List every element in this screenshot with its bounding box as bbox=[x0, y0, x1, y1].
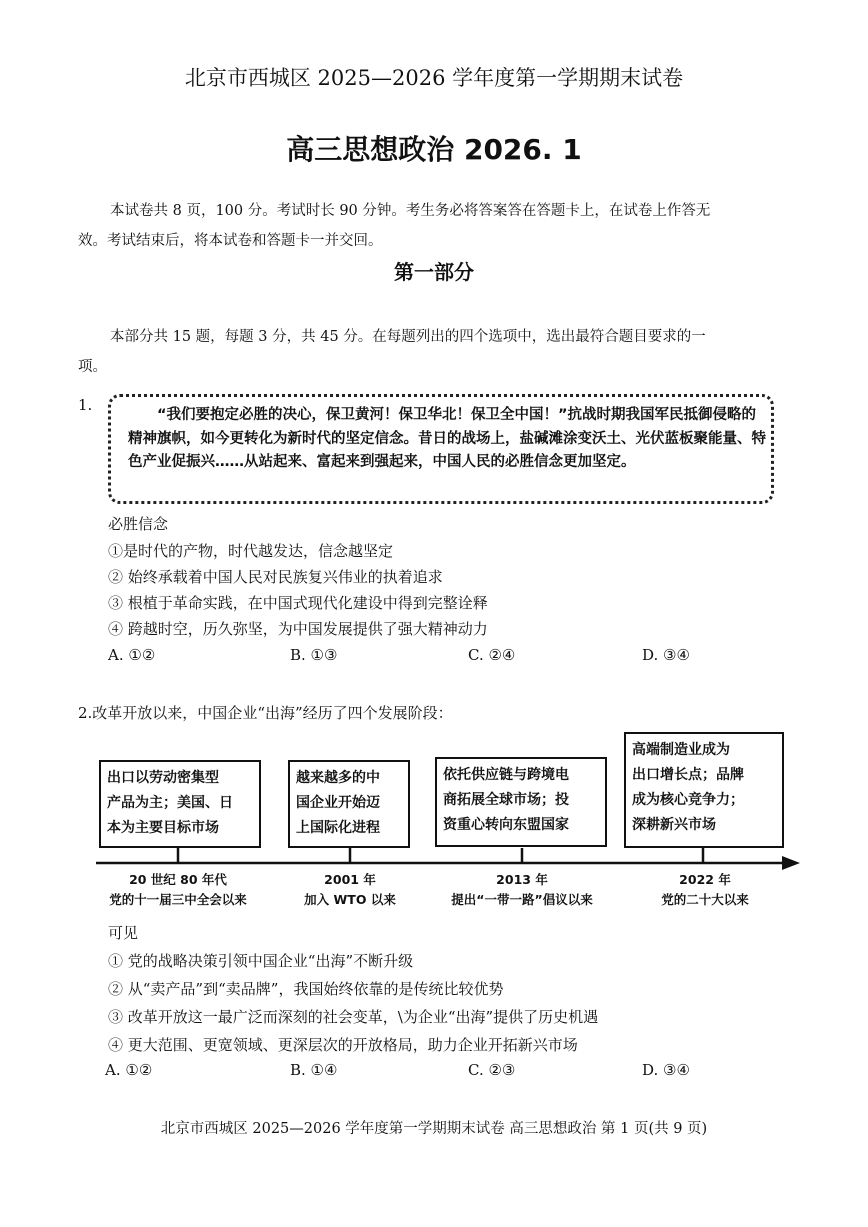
timeline-year-1: 20 世纪 80 年代 bbox=[129, 872, 227, 887]
timeline-event-3: 提出“一带一路”倡议以来 bbox=[451, 892, 593, 907]
stage-1-text-2: 产品为主；美国、日 bbox=[107, 795, 233, 811]
question-2-option-d[interactable]: D. ③④ bbox=[642, 1061, 690, 1079]
stage-4-text-2: 出口增长点；品牌 bbox=[632, 767, 744, 783]
timeline-label-1 bbox=[88, 870, 268, 910]
timeline-year-4: 2022 年 bbox=[679, 872, 731, 887]
question-1-statement-2: ② 始终承载着中国人民对民族复兴伟业的执着追求 bbox=[108, 568, 443, 586]
stage-2-text-3: 上国际化进程 bbox=[296, 820, 380, 836]
question-1-option-d[interactable]: D. ③④ bbox=[642, 646, 690, 664]
stage-1-box bbox=[99, 760, 261, 848]
timeline-label-4 bbox=[630, 870, 780, 910]
timeline-event-2: 加入 WTO 以来 bbox=[304, 892, 396, 907]
timeline-arrow bbox=[782, 856, 800, 870]
timeline-event-1: 党的十一届三中全会以来 bbox=[109, 892, 247, 907]
timeline-label-2 bbox=[270, 870, 430, 910]
question-2-stem: 2.改革开放以来，中国企业“出海”经历了四个发展阶段： bbox=[78, 704, 453, 722]
stage-2-text-2: 国企业开始迈 bbox=[296, 795, 380, 811]
question-2-lead: 可见 bbox=[108, 924, 139, 942]
stage-4-box bbox=[624, 732, 784, 848]
stage-1-text-1: 出口以劳动密集型 bbox=[107, 770, 219, 786]
question-1-statement-4: ④ 跨越时空，历久弥坚，为中国发展提供了强大精神动力 bbox=[108, 620, 488, 638]
instructions-line-1: 本试卷共 8 页，100 分。考试时长 90 分钟。考生务必将答案答在答题卡上，在试卷上作答无 bbox=[110, 203, 711, 219]
question-1-option-b[interactable]: B. ①③ bbox=[290, 646, 338, 664]
stage-2-text-1: 越来越多的中 bbox=[296, 770, 380, 786]
quote-text: “我们要抱定必胜的决心，保卫黄河！保卫华北！保卫全中国！”抗战时期我国军民抵御侵略的精神旗帜，如今更转化为新时代的坚定信念。昔日的战场上，盐碱滩涂变沃土、光伏蓝板聚能量、特色产业促振兴……从站起来、富起来到强起来，中国人民的必胜信念更加坚定。 bbox=[128, 407, 766, 470]
timeline-year-2: 2001 年 bbox=[324, 872, 376, 887]
stage-4-text-4: 深耕新兴市场 bbox=[632, 817, 716, 833]
question-1-stem: 必胜信念 bbox=[108, 515, 169, 533]
stage-4-text-3: 成为核心竞争力； bbox=[632, 792, 744, 808]
stage-1-text-3: 本为主要目标市场 bbox=[107, 820, 219, 836]
question-2-statement-3: ③ 改革开放这一最广泛而深刻的社会变革，\为企业“出海”提供了历史机遇 bbox=[108, 1008, 599, 1026]
question-2-statement-4: ④ 更大范围、更宽领域、更深层次的开放格局，助力企业开拓新兴市场 bbox=[108, 1036, 578, 1054]
question-2-statement-2: ② 从“卖产品”到“卖品牌”，我国始终依靠的是传统比较优势 bbox=[108, 980, 504, 998]
stage-3-text-1: 依托供应链与跨境电 bbox=[443, 767, 569, 783]
question-1-option-a[interactable]: A. ①② bbox=[108, 646, 156, 664]
page-footer: 北京市西城区 2025—2026 学年度第一学期期末试卷 高三思想政治 第 1 页(共 9 页) bbox=[160, 1121, 708, 1137]
part-description-line-1: 本部分共 15 题，每题 3 分，共 45 分。在每题列出的四个选项中，选出最符合题目要求的一 bbox=[110, 329, 706, 345]
question-1-option-c[interactable]: C. ②④ bbox=[468, 646, 516, 664]
section-title: 第一部分 bbox=[394, 260, 474, 284]
part-description-line-2: 项。 bbox=[78, 359, 107, 375]
timeline-label-3 bbox=[422, 870, 622, 910]
stage-4-text-1: 高端制造业成为 bbox=[632, 742, 730, 758]
timeline-year-3: 2013 年 bbox=[496, 872, 548, 887]
question-1-statement-3: ③ 根植于革命实践，在中国式现代化建设中得到完整诠释 bbox=[108, 594, 488, 612]
timeline-event-4: 党的二十大以来 bbox=[661, 892, 749, 907]
instructions-line-2: 效。考试结束后，将本试卷和答题卡一并交回。 bbox=[78, 233, 383, 249]
document-title: 北京市西城区 2025—2026 学年度第一学期期末试卷 bbox=[184, 66, 684, 90]
stage-3-text-3: 资重心转向东盟国家 bbox=[443, 817, 569, 833]
stage-2-box bbox=[288, 760, 410, 848]
question-2-option-c[interactable]: C. ②③ bbox=[468, 1061, 516, 1079]
question-1-number: 1. bbox=[78, 396, 93, 414]
question-2-statement-1: ① 党的战略决策引领中国企业“出海”不断升级 bbox=[108, 952, 414, 970]
stage-3-text-2: 商拓展全球市场；投 bbox=[443, 792, 569, 808]
question-2-option-b[interactable]: B. ①④ bbox=[290, 1061, 338, 1079]
question-1-statement-1: ①是时代的产物，时代越发达，信念越坚定 bbox=[108, 542, 394, 560]
subject-title: 高三思想政治 2026. 1 bbox=[286, 133, 582, 166]
stage-3-box bbox=[435, 757, 607, 847]
question-2-option-a[interactable]: A. ①② bbox=[105, 1061, 153, 1079]
